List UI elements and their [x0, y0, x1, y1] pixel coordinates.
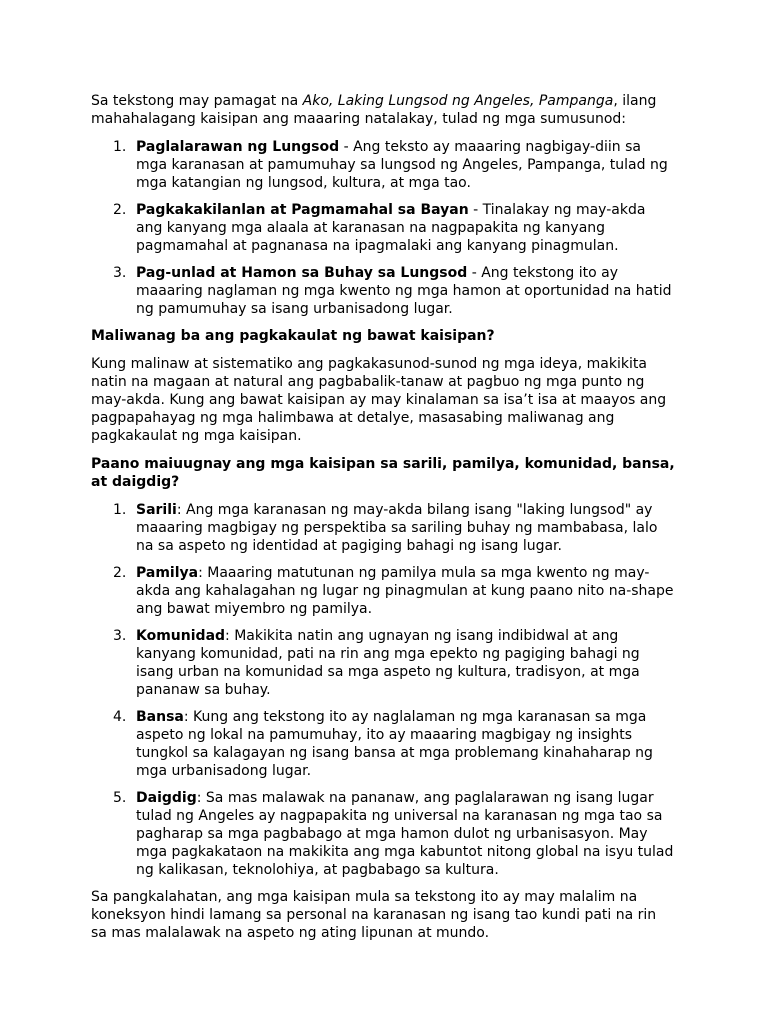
- list-term: Pag-unlad at Hamon sa Buhay sa Lungsod: [136, 265, 468, 281]
- conclusion-paragraph: Sa pangkalahatan, ang mga kaisipan mula sa tekstong ito ay may malalim na koneksyon hindi lamang sa personal na karanasan ng isang tao kundi pati na rin sa mas malalawak na aspeto ng ating lipunan at mundo.: [91, 889, 657, 941]
- list-term: Bansa: [136, 709, 184, 725]
- list-text: : Sa mas malawak na pananaw, ang paglalarawan ng isang lugar tulad ng Angeles ay nagpapakita ng universal na karanasan ng mga tao sa pagharap sa mga pagbabago at mga hamon dulot ng urbanisasyon. May mga pagkakataon na makikita ang mga kabuntot nitong global na isyu tulad ng kalikasan, teknolohiya, at pagbabago sa kultura.: [136, 790, 674, 878]
- list-item: [91, 789, 676, 879]
- list-item: [91, 264, 676, 318]
- list-item: [91, 201, 676, 255]
- section-heading-connection: Paano maiuugnay ang mga kaisipan sa sarili, pamilya, komunidad, bansa, at daigdig?: [91, 456, 675, 490]
- list-number: 5.: [113, 790, 127, 806]
- main-ideas-list: [91, 138, 676, 318]
- list-number: 3.: [113, 628, 127, 644]
- list-item: [91, 501, 676, 555]
- list-term: Komunidad: [136, 628, 226, 644]
- clarity-paragraph: Kung malinaw at sistematiko ang pagkakasunod-sunod ng mga ideya, makikita natin na magaan at natural ang pagbabalik-tanaw at pagbuo ng mga punto ng may-akda. Kung ang bawat kaisipan ay may kinalaman sa isa’t isa at maayos ang pagpapahayag ng mga halimbawa at detalye, masasabing maliwanag ang pagkakaulat ng mga kaisipan.: [91, 356, 667, 444]
- intro-paragraph: [91, 92, 676, 128]
- list-term: Paglalarawan ng Lungsod: [136, 139, 340, 155]
- list-text: : Maaaring matutunan ng pamilya mula sa mga kwento ng may-akda ang kahalagahan ng lugar ng pinagmulan at kung paano nito na-shape ang bawat miyembro ng pamilya.: [136, 565, 674, 617]
- list-text: - Tinalakay ng may-akda ang kanyang mga alaala at karanasan na nagpapakita ng kanyang pagmamahal at pagnanasa na ipagmalaki ang kanyang pinagmulan.: [136, 202, 646, 254]
- list-term: Pamilya: [136, 565, 199, 581]
- connections-list: [91, 501, 676, 879]
- list-term: Pagkakakilanlan at Pagmamahal sa Bayan: [136, 202, 469, 218]
- list-item: [91, 138, 676, 192]
- list-item: [91, 564, 676, 618]
- list-number: 1.: [113, 502, 127, 518]
- list-number: 3.: [113, 265, 127, 281]
- list-item: [91, 708, 676, 780]
- list-text: : Makikita natin ang ugnayan ng isang indibidwal at ang kanyang komunidad, pati na rin ang mga epekto ng pagiging bahagi ng isang urban na komunidad sa mga aspeto ng kultura, tradisyon, at mga pananaw sa buhay.: [136, 628, 640, 698]
- list-text: : Kung ang tekstong ito ay naglalaman ng mga karanasan sa mga aspeto ng lokal na pamumuhay, ito ay maaaring magbigay ng insights tungkol sa kalagayan ng isang bansa at mga problemang kinahaharap ng mga urbanisadong lugar.: [136, 709, 653, 779]
- list-term: Daigdig: [136, 790, 197, 806]
- list-text: - Ang teksto ay maaaring nagbigay-diin sa mga karanasan at pamumuhay sa lungsod ng Angeles, Pampanga, tulad ng mga katangian ng lungsod, kultura, at mga tao.: [136, 139, 668, 191]
- list-term: Sarili: [136, 502, 177, 518]
- list-text: : Ang mga karanasan ng may-akda bilang isang "laking lungsod" ay maaaring magbigay ng perspektiba sa sariling buhay ng mambabasa, lalo na sa aspeto ng identidad at pagiging bahagi ng isang lugar.: [136, 502, 658, 554]
- list-number: 2.: [113, 202, 127, 218]
- intro-after: , ilang mahahalagang kaisipan ang maaaring natalakay, tulad ng mga sumusunod:: [91, 93, 657, 127]
- list-number: 2.: [113, 565, 127, 581]
- section-heading-clarity: Maliwanag ba ang pagkakaulat ng bawat kaisipan?: [91, 328, 495, 344]
- list-number: 4.: [113, 709, 127, 725]
- intro-before: Sa tekstong may pamagat na: [91, 93, 303, 109]
- intro-title: Ako, Laking Lungsod ng Angeles, Pampanga: [302, 93, 614, 109]
- list-item: [91, 627, 676, 699]
- list-text: - Ang tekstong ito ay maaaring naglaman ng mga kwento ng mga hamon at oportunidad na hatid ng pamumuhay sa isang urbanisadong lugar.: [136, 265, 672, 317]
- list-number: 1.: [113, 139, 127, 155]
